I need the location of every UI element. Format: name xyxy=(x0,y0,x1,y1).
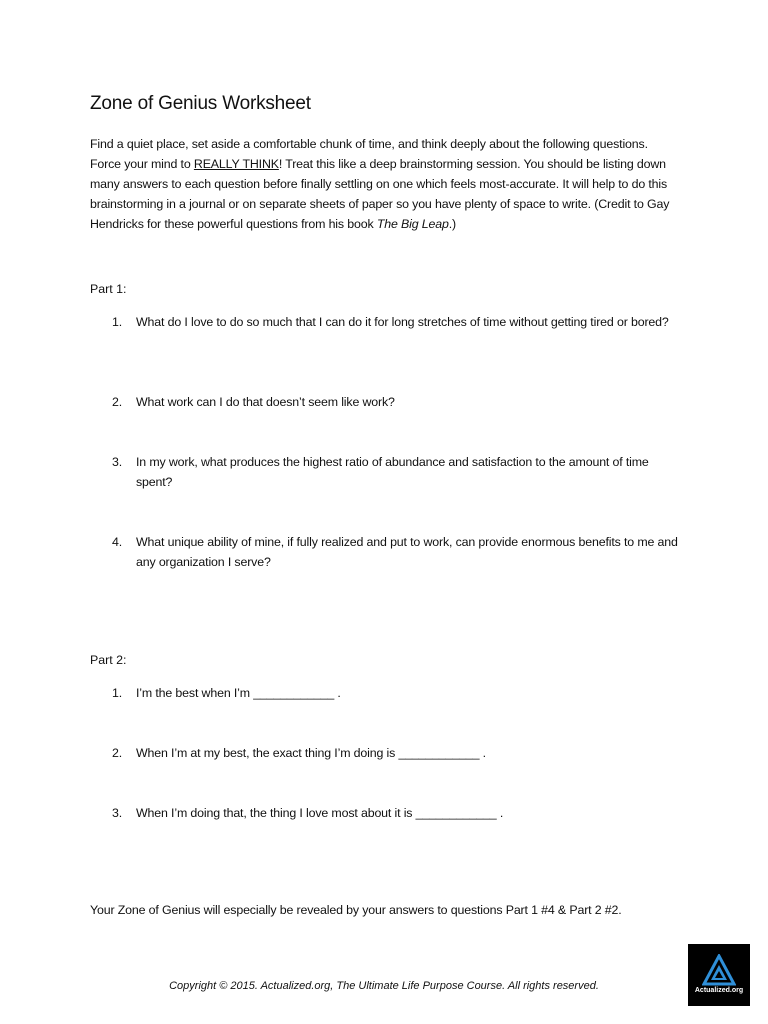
page-title: Zone of Genius Worksheet xyxy=(90,93,311,114)
question-number: 2. xyxy=(112,746,123,760)
intro-text-middle: ! Treat this like a deep brainstorming session. You should be listing down many answers to each question before finally settling on one which feels most-accurate. It will help to do this brainstorming in a journal or on separate sheets of paper so you have plenty of space to write. (Credit to Gay Hendricks for these powerful questions from his book xyxy=(90,157,670,231)
triangle-logo-icon xyxy=(702,954,736,986)
question-text: What unique ability of mine, if fully realized and put to work, can provide enormous benefits to me and any organization I serve? xyxy=(136,535,678,569)
intro-text-end: .) xyxy=(448,217,457,231)
question-text: When I’m doing that, the thing I love most about it is ____________ . xyxy=(136,806,504,820)
summary-note: Your Zone of Genius will especially be revealed by your answers to questions Part 1 #4 & Part 2 #2. xyxy=(90,903,622,917)
copyright-footer xyxy=(0,980,768,992)
intro-paragraph xyxy=(90,134,680,234)
question-text: What do I love to do so much that I can do it for long stretches of time without getting tired or bored? xyxy=(136,315,669,329)
question-number: 3. xyxy=(112,806,123,820)
question-number: 3. xyxy=(112,455,123,469)
intro-text-start: Find a quiet place, set aside a comfortable chunk of time, and think deeply about the following questions. Force your mind to xyxy=(90,137,648,171)
question-number: 2. xyxy=(112,395,123,409)
question-text: What work can I do that doesn’t seem like work? xyxy=(136,395,395,409)
part2-question-2 xyxy=(112,743,682,763)
part1-question-1 xyxy=(112,312,682,332)
part2-question-3 xyxy=(112,803,682,823)
book-title: The Big Leap xyxy=(376,217,449,231)
part1-question-2 xyxy=(112,392,682,412)
part1-heading: Part 1: xyxy=(90,282,127,296)
question-text: When I’m at my best, the exact thing I’m doing is ____________ . xyxy=(136,746,486,760)
logo-text: Actualized.org xyxy=(694,987,744,994)
part1-question-3 xyxy=(112,452,682,492)
part2-heading: Part 2: xyxy=(90,653,127,667)
part1-question-4 xyxy=(112,532,682,572)
part2-question-1 xyxy=(112,683,682,703)
question-number: 1. xyxy=(112,315,123,329)
question-text: In my work, what produces the highest ratio of abundance and satisfaction to the amount of time spent? xyxy=(136,455,649,489)
actualized-logo xyxy=(688,944,750,1006)
copyright-text: Copyright © 2015. Actualized.org, The Ultimate Life Purpose Course. All rights reserved. xyxy=(169,980,599,992)
question-number: 4. xyxy=(112,535,123,549)
intro-emphasis: REALLY THINK xyxy=(193,157,279,171)
question-text: I’m the best when I’m ____________ . xyxy=(136,686,341,700)
question-number: 1. xyxy=(112,686,123,700)
